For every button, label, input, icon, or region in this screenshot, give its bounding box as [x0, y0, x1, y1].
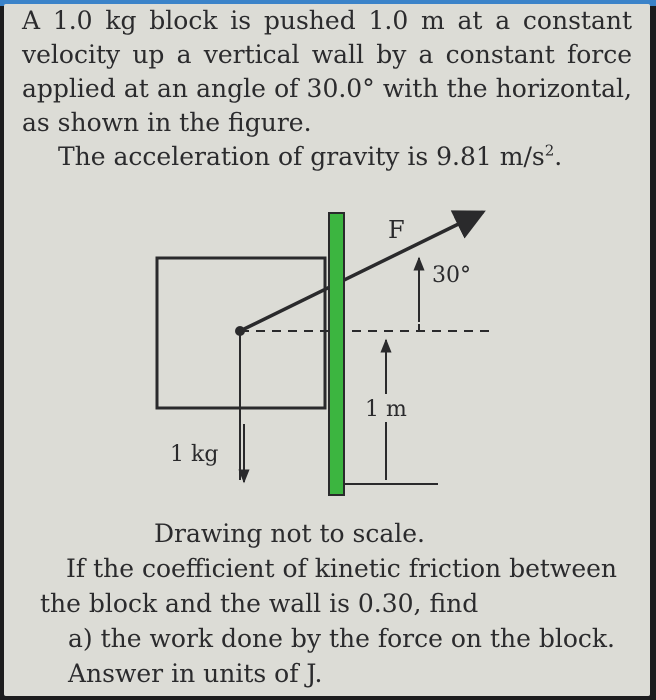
- gravity-suffix: .: [554, 142, 563, 171]
- distance-label: 1 m: [365, 397, 407, 422]
- vertical-wall: [329, 213, 344, 495]
- physics-figure: [4, 4, 650, 514]
- problem-line: A 1.0 kg block is pushed 1.0 m at a constant velocity up a vertical wall by a constant force applied at an angle of 30.0° with the horizontal, as shown in the figure.: [22, 6, 632, 137]
- question-section: [40, 516, 630, 691]
- angle-label: 30°: [432, 263, 471, 288]
- gravity-text: The acceleration of gravity is 9.81 m/s: [58, 142, 545, 171]
- paper-page: [4, 4, 650, 696]
- gravity-exponent: 2: [544, 141, 555, 160]
- mass-label: 1 kg: [170, 442, 219, 467]
- force-label: F: [388, 216, 405, 244]
- answer-units: Answer in units of J.: [68, 659, 323, 688]
- question-part-a: a) the work done by the force on the block.: [68, 624, 615, 653]
- question-intro: If the coefficient of kinetic friction between the block and the wall is 0.30, find: [40, 554, 618, 618]
- figure-caption: Drawing not to scale.: [154, 519, 426, 548]
